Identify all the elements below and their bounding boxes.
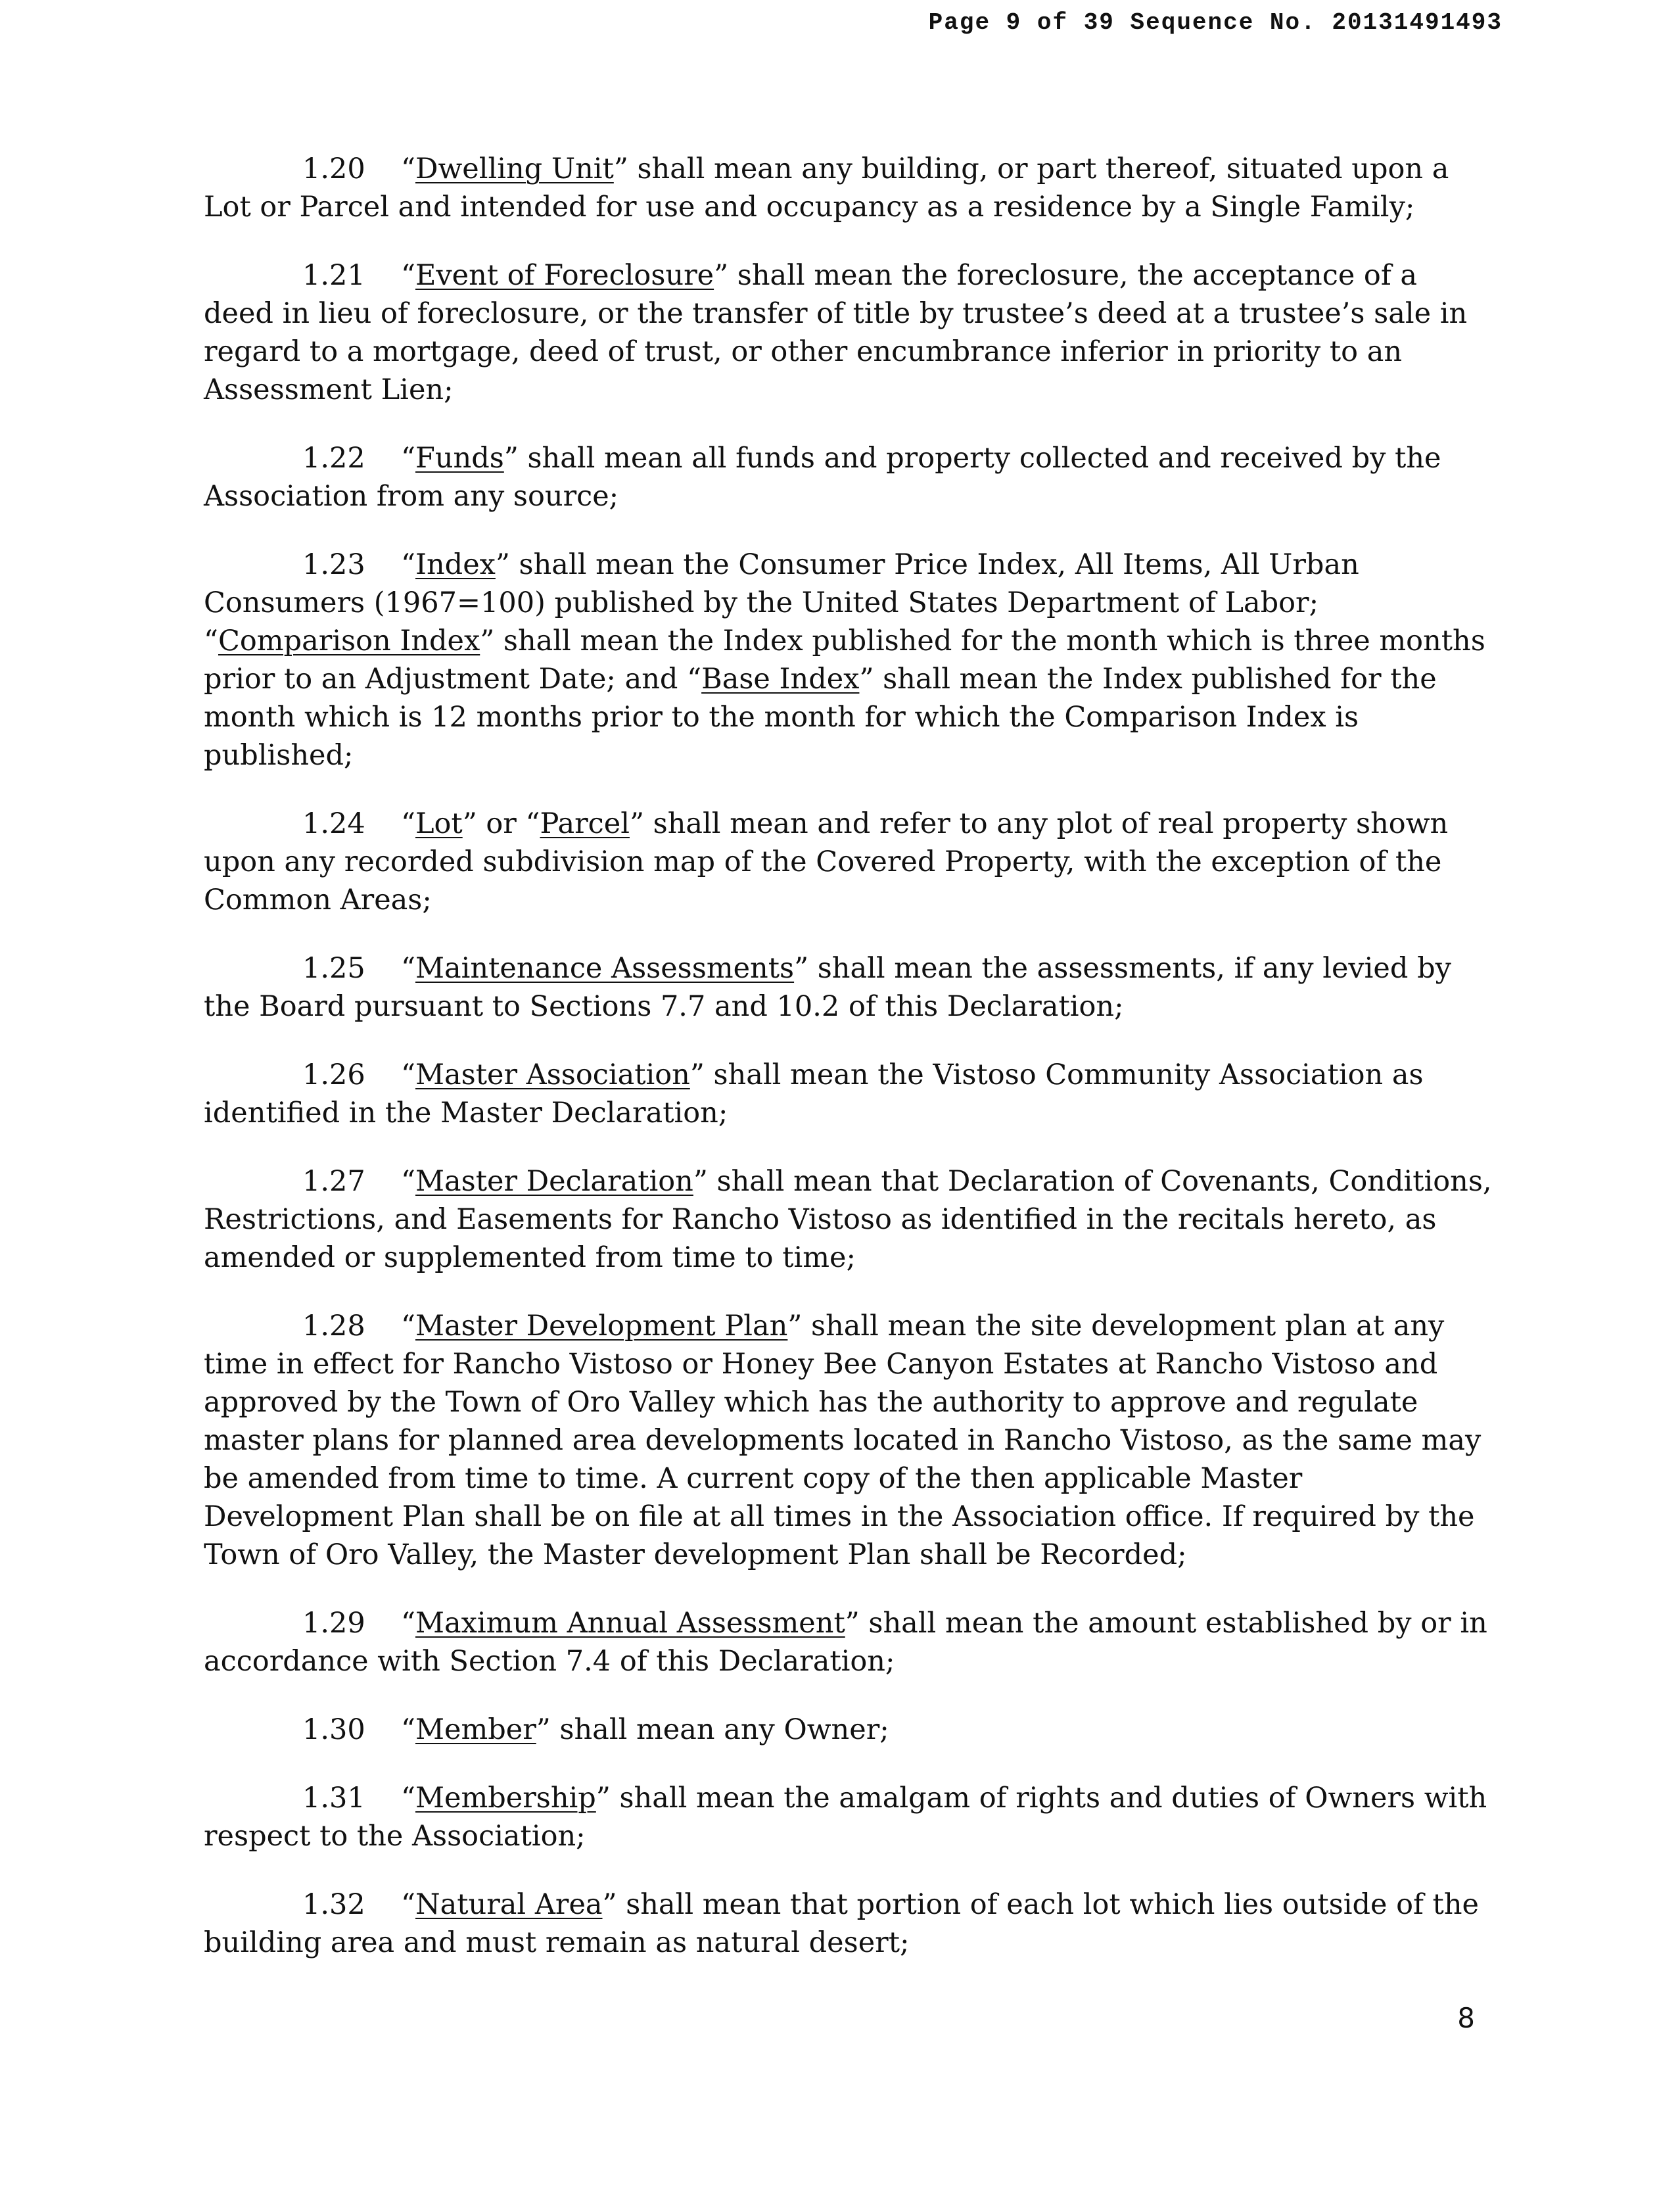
- defined-term: Master Development Plan: [415, 1310, 788, 1342]
- definition-1-28: 1.28 “Master Development Plan” shall mean the site development plan at any time in effect for Rancho Vistoso or Honey Bee Canyon Estates at Rancho Vistoso and approved by the Town of Oro Valley which has the authority to approve and regulate master plans for planned area developments located in Rancho Vistoso, as the same may be amended from time to time. A current copy of the then applicable Master Development Plan shall be on file at all times in the Association office. If required by the Town of Oro Valley, the Master development Plan shall be Recorded;: [204, 1307, 1492, 1574]
- defined-term: Funds: [415, 442, 504, 475]
- section-number: 1.21: [302, 259, 365, 292]
- section-number: 1.26: [302, 1058, 365, 1091]
- defined-term: Index: [415, 548, 496, 581]
- defined-term: Dwelling Unit: [415, 153, 614, 185]
- section-number: 1.29: [302, 1607, 365, 1640]
- definition-1-26: 1.26 “Master Association” shall mean the Vistoso Community Association as identified in the Master Declaration;: [204, 1056, 1492, 1132]
- section-number: 1.24: [302, 807, 365, 840]
- page-header: Page 9 of 39 Sequence No. 20131491493: [928, 9, 1503, 36]
- definition-text: shall mean that Declaration of Covenants, Conditions, Restrictions, and Easements for Rancho Vistoso as identified in the recitals hereto, as amended or supplemented from time to time;: [204, 1165, 1492, 1274]
- definition-text: shall mean the amalgam of rights and duties of Owners with respect to the Association;: [204, 1782, 1487, 1853]
- defined-term: Master Declaration: [415, 1165, 693, 1198]
- definition-1-21: 1.21 “Event of Foreclosure” shall mean the foreclosure, the acceptance of a deed in lieu of foreclosure, or the transfer of title by trustee’s deed at a trustee’s sale in regard to a mortgage, deed of trust, or other encumbrance inferior in priority to an Assessment Lien;: [204, 256, 1492, 409]
- definition-1-22: 1.22 “Funds” shall mean all funds and property collected and received by the Association from any source;: [204, 439, 1492, 515]
- definition-text: shall mean the site development plan at any time in effect for Rancho Vistoso or Honey Bee Canyon Estates at Rancho Vistoso and approved by the Town of Oro Valley which has the authority to approve and regulate master plans for planned area developments located in Rancho Vistoso, as the same may be amended from time to time. A current copy of the then applicable Master Development Plan shall be on file at all times in the Association office. If required by the Town of Oro Valley, the Master development Plan shall be Recorded;: [204, 1310, 1482, 1571]
- definition-text: shall mean the Index published for the month which is 12 months prior to the month for which the Comparison Index is published;: [204, 663, 1437, 772]
- section-number: 1.31: [302, 1782, 365, 1815]
- section-number: 1.32: [302, 1888, 365, 1921]
- definition-1-24: 1.24 “Lot” or “Parcel” shall mean and refer to any plot of real property shown upon any recorded subdivision map of the Covered Property, with the exception of the Common Areas;: [204, 805, 1492, 919]
- defined-term: Membership: [415, 1782, 596, 1815]
- term-connector: or: [486, 807, 517, 840]
- definition-1-30: 1.30 “Member” shall mean any Owner;: [204, 1711, 1492, 1749]
- definition-text: shall mean any building, or part thereof, situated upon a Lot or Parcel and intended for use and occupancy as a residence by a Single Family;: [204, 153, 1449, 224]
- defined-term: Maintenance Assessments: [415, 952, 795, 985]
- defined-term: Comparison Index: [218, 625, 480, 657]
- definition-1-25: 1.25 “Maintenance Assessments” shall mean the assessments, if any levied by the Board pursuant to Sections 7.7 and 10.2 of this Declaration;: [204, 949, 1492, 1026]
- defined-term: Lot: [415, 807, 463, 840]
- defined-term: Event of Foreclosure: [415, 259, 714, 292]
- section-number: 1.25: [302, 952, 365, 985]
- definition-text: shall mean the Index published for the month which is three months prior to an Adjustment Date; and: [204, 625, 1485, 696]
- defined-term: Master Association: [415, 1058, 690, 1091]
- definition-1-20: 1.20 “Dwelling Unit” shall mean any building, or part thereof, situated upon a Lot or Parcel and intended for use and occupancy as a residence by a Single Family;: [204, 150, 1492, 226]
- definition-text: shall mean the Consumer Price Index, All Items, All Urban Consumers (1967=100) published by the United States Department of Labor;: [204, 548, 1359, 619]
- defined-term: Base Index: [701, 663, 860, 696]
- definitions-list: [204, 150, 1492, 1992]
- defined-term: Natural Area: [415, 1888, 603, 1921]
- section-number: 1.30: [302, 1713, 365, 1746]
- section-number: 1.27: [302, 1165, 365, 1198]
- definition-1-23: 1.23 “Index” shall mean the Consumer Price Index, All Items, All Urban Consumers (1967=100) published by the United States Department of Labor; “Comparison Index” shall mean the Index published for the month which is three months prior to an Adjustment Date; and “Base Index” shall mean the Index published for the month which is 12 months prior to the month for which the Comparison Index is published;: [204, 546, 1492, 774]
- defined-term: Parcel: [540, 807, 630, 840]
- definition-text: shall mean any Owner;: [559, 1713, 889, 1746]
- definition-text: shall mean and refer to any plot of real property shown upon any recorded subdivision map of the Covered Property, with the exception of the Common Areas;: [204, 807, 1449, 916]
- section-number: 1.20: [302, 153, 365, 185]
- definition-1-27: 1.27 “Master Declaration” shall mean that Declaration of Covenants, Conditions, Restrictions, and Easements for Rancho Vistoso as identified in the recitals hereto, as amended or supplemented from time to time;: [204, 1162, 1492, 1277]
- section-number: 1.22: [302, 442, 365, 475]
- definition-1-32: 1.32 “Natural Area” shall mean that portion of each lot which lies outside of the building area and must remain as natural desert;: [204, 1886, 1492, 1962]
- definition-1-29: 1.29 “Maximum Annual Assessment” shall mean the amount established by or in accordance with Section 7.4 of this Declaration;: [204, 1604, 1492, 1680]
- section-number: 1.23: [302, 548, 365, 581]
- defined-term: Maximum Annual Assessment: [415, 1607, 845, 1640]
- definition-text: shall mean the amount established by or in accordance with Section 7.4 of this Declaration;: [204, 1607, 1487, 1678]
- section-number: 1.28: [302, 1310, 365, 1342]
- definition-text: shall mean all funds and property collected and received by the Association from any source;: [204, 442, 1441, 513]
- definition-text: shall mean the foreclosure, the acceptance of a deed in lieu of foreclosure, or the transfer of title by trustee’s deed at a trustee’s sale in regard to a mortgage, deed of trust, or other encumbrance inferior in priority to an Assessment Lien;: [204, 259, 1468, 406]
- definition-text: shall mean that portion of each lot which lies outside of the building area and must remain as natural desert;: [204, 1888, 1479, 1959]
- definition-text: shall mean the assessments, if any levied by the Board pursuant to Sections 7.7 and 10.2 of this Declaration;: [204, 952, 1451, 1023]
- definition-1-31: 1.31 “Membership” shall mean the amalgam of rights and duties of Owners with respect to the Association;: [204, 1779, 1492, 1855]
- definition-text: shall mean the Vistoso Community Association as identified in the Master Declaration;: [204, 1058, 1424, 1129]
- defined-term: Member: [415, 1713, 536, 1746]
- page-number: 8: [1457, 2002, 1475, 2034]
